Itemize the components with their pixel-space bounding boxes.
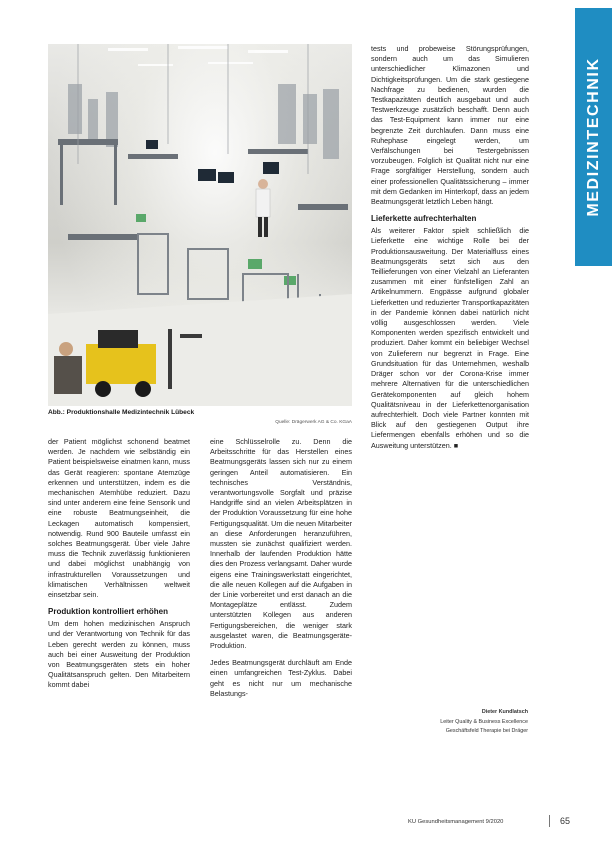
author-name: Dieter Kundlatsch bbox=[481, 709, 528, 715]
col2-paragraph-2: Jedes Beatmungsgerät durchläuft am Ende einen umfangreichen Test-Zyklus. Dabei geht es nicht nur um mechanische Belastungs- bbox=[210, 658, 352, 698]
footer-divider bbox=[549, 815, 550, 827]
column-3 bbox=[371, 44, 529, 451]
col1-paragraph-2: Um dem hohen medizinischen Anspruch und der Verantwortung von Technik für das Leben gerecht werden zu können, muss auch bei einer Ausweitung der Produktion von Beatmungsgeräten stets ein hoher Qualitätsanspruch gelten. Den Mitarbeitern kommt dabei bbox=[48, 619, 190, 690]
author-role-1: Leiter Quality & Business Excellence bbox=[440, 719, 528, 725]
column-2 bbox=[210, 437, 352, 699]
col1-paragraph-1: der Patient möglichst schonend beatmet werden. Je nachdem wie selbständig ein Patient beispielsweise einatmen kann, muss das Gerät reagieren: spontane Atemzüge erkennen und unterstützen, indem es die mechanischen Atemhübe reduziert. Dazu sind unter anderem eine feine Sensorik und eine robuste Beatmungseinheit, die Leckagen automatisch kompensiert, notwendig. Rund 900 Bauteile umfasst ein solches Beatmungsgerät. Über viele Jahre muss die Technik zuverlässig funktionieren und dabei möglichst unabhängig von infrastrukturellen Voraussetzungen und klimatischen Verhältnissen weltweit einsetzbar sein. bbox=[48, 437, 190, 600]
column-1 bbox=[48, 437, 190, 691]
col3-paragraph-1: tests und probeweise Störungsprüfungen, sondern auch um das Simulieren unterschiedlicher Klimazonen und Dichtigkeitsprüfungen. Um die stark gestiegene Nachfrage zu bedienen, wurden die Testkapazitäten deutlich ausgebaut und auch Testwerkzeuge zusätzlich beschafft. Denn auch das Test-Equipment kann immer nur eine begrenzte Zeit durchlaufen. Dann muss eine Ruhephase eingelegt werden, um Verfälschungen bei Testergebnissen vorzubeugen. Folglich ist Qualität nicht nur eine Frage sorgfältiger Herstellung, sondern auch einer professionellen Qualitätssicherung – immer mit dem Gedanken im Hinterkopf, dass an jedem Beatmungsgerät letztlich Leben hängt. bbox=[371, 44, 529, 207]
section-tab-label: MEDIZINTECHNIK bbox=[584, 57, 602, 217]
figure-caption: Abb.: Produktionshalle Medizintechnik Lübeck bbox=[48, 409, 195, 416]
author-role-2: Geschäftsfeld Therapie bei Dräger bbox=[445, 728, 528, 734]
page-number: 65 bbox=[560, 816, 571, 826]
figure-credit: Quelle: Drägerwerk AG & Co. KGaA bbox=[275, 420, 352, 425]
heading-produktion: Produktion kontrolliert erhöhen bbox=[48, 607, 169, 617]
production-hall-photo bbox=[48, 44, 352, 406]
heading-lieferkette: Lieferkette aufrechterhalten bbox=[371, 214, 477, 224]
footer-journal: KU Gesundheitsmanagement 9/2020 bbox=[408, 819, 504, 825]
col3-paragraph-2: Als weiterer Faktor spielt schließlich die Lieferkette eine wichtige Rolle bei der Produktionsausweitung. Der Materialfluss eines Beatmungsgeräts setzt sich aus den Teillieferungen von einer Vielzahl an Lieferanten zusammen mit einer fünfstelligen Zahl an Artikelnummern. Engpässe aufgrund globaler Lieferketten und reduzierter Transportkapazitäten in der Pandemie können dabei natürlich nicht völlig ausgeschlossen werden. Viele Komponenten werden spezifisch entwickelt und produziert. Daher kommt ein beliebiger Wechsel von Zulieferern nur begrenzt in Frage. Eine Grundsituation für das Unternehmen, weshalb Dräger schon vor der Corona-Krise immer mehrere Alternativen für die unterschiedlichen Gerätekomponenten auf gleich hohem Qualitätsniveau in der Lieferkettenorganisation aufrechterhielt. Doch viele Partner konnten mit Blick auf den gestiegenen Output ihre Liefermengen ebenfalls erhöhen und so die Ausweitung unterstützen. ■ bbox=[371, 226, 529, 450]
col2-paragraph-1: eine Schlüsselrolle zu. Denn die Arbeitsschritte für das Herstellen eines Beatmungsgeräts lassen sich nur zu einem geringen Anteil automatisieren. Ein technisches Verständnis, verantwortungsvolle Sorgfalt und präzise Handgriffe sind an vielen Arbeitsplätzen in der Produktion Voraussetzung für eine hohe Fertigungsqualität. Um die neuen Mitarbeiter an diese Anforderungen heranzuführen, mussten sie zunächst qualifiziert werden. Innerhalb der laufenden Produktion hätte dies den Prozess verlangsamt. Daher wurde eigens eine Trainingswerkstatt eingerichtet, die alle neuen Kollegen auf die Aufgaben in der Linie vorbereitet und erst danach an die Montageplätze entlässt. Zudem unterstützten Kollegen aus anderen Fertigungsbereichen, die weniger stark ausgelastet waren, die Beatmungsgeräte-Produktion. bbox=[210, 437, 352, 651]
section-tab bbox=[575, 8, 612, 266]
production-hall-illustration bbox=[48, 44, 352, 406]
